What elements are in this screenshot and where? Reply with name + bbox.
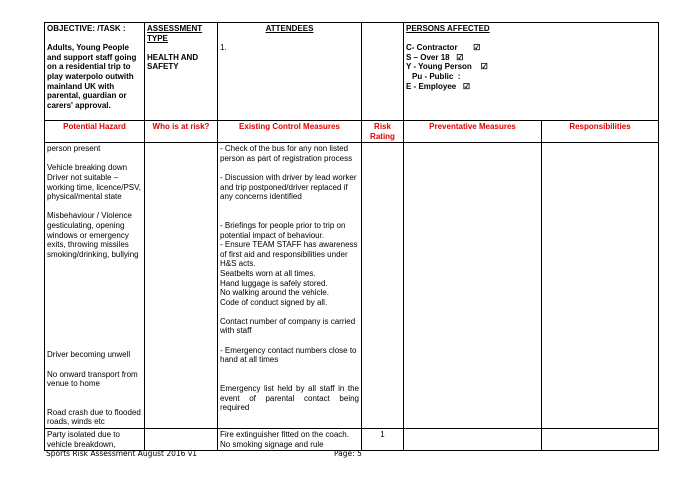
assessment-type-value: HEALTH AND SAFETY (147, 52, 199, 72)
hazard-cell (45, 429, 145, 451)
control-text: - Emergency contact numbers close to hand at all times (220, 345, 357, 365)
footer-document-title: Sports Risk Assessment August 2016 v1 (46, 449, 198, 458)
empty-header-cell (362, 23, 404, 121)
control-text: - Check of the bus for any non listed person as part of registration process (220, 144, 353, 163)
preventative-cell (404, 429, 542, 451)
control-cell (218, 429, 362, 451)
control-text: Hand luggage is safely stored. (220, 278, 328, 288)
col-responsibilities: Responsibilities (542, 121, 659, 143)
table-row (45, 429, 659, 451)
control-text: Seatbelts worn at all times. (220, 268, 316, 278)
col-who-at-risk: Who is at risk? (145, 121, 218, 143)
attendees-title: ATTENDEES (265, 24, 314, 33)
header-row (45, 23, 659, 121)
control-text: - Ensure TEAM STAFF has awareness of first aid and responsibilities under H&S acts. (220, 240, 358, 269)
attendees-cell (218, 23, 362, 121)
who-at-risk-cell (145, 429, 218, 451)
responsibilities-cell (542, 429, 659, 451)
hazard-text: No onward transport from venue to home (47, 369, 138, 389)
hazard-text: Misbehaviour / Violence gesticulating, opening windows or emergency exits, throwing missiles smoking/drinking, bullying (47, 211, 139, 259)
control-text: - Briefings for people prior to trip on potential impact of behaviour. (220, 220, 346, 240)
hazard-text: Driver not suitable – working time, licence/PSV, physical/mental state (47, 172, 141, 202)
assessment-type-title: ASSESSMENT TYPE (147, 24, 203, 43)
persons-affected-employee: E - Employee ☑ (406, 81, 471, 91)
hazard-text: Party isolated due to vehicle breakdown, (47, 430, 120, 449)
persons-affected-title: PERSONS AFFECTED (406, 24, 490, 33)
col-potential-hazard: Potential Hazard (45, 121, 145, 143)
assessment-type-cell (145, 23, 218, 121)
objective-title: OBJECTIVE: /TASK : (47, 24, 126, 33)
control-text: No walking around the vehicle. (220, 288, 329, 298)
hazard-cell (45, 143, 145, 429)
persons-affected-over18: S – Over 18 ☑ (406, 52, 464, 62)
persons-affected-cell (404, 23, 659, 121)
risk-rating-cell: 1 (362, 429, 404, 451)
control-text: Contact number of company is carried with staff (220, 316, 356, 336)
objective-text: Adults, Young People and support staff going on a residential trip to play waterpolo outwith mainland UK with parental, guardian or carers' approval. (47, 43, 137, 110)
risk-rating-cell (362, 143, 404, 429)
preventative-cell (404, 143, 542, 429)
column-header-row (45, 121, 659, 143)
col-existing-control: Existing Control Measures (218, 121, 362, 143)
hazard-text: Driver becoming unwell (47, 350, 131, 360)
control-text: - Discussion with driver by lead worker and trip postponed/driver replaced if any concerns identified (220, 172, 357, 202)
table-row (45, 143, 659, 429)
control-cell (218, 143, 362, 429)
persons-affected-contractor: C- Contractor ☑ (406, 43, 481, 53)
who-at-risk-cell (145, 143, 218, 429)
col-risk-rating: Risk Rating (362, 121, 404, 143)
responsibilities-cell (542, 143, 659, 429)
persons-affected-young-person: Y - Young Person ☑ (406, 62, 488, 72)
control-text: Emergency list held by all staff in the event of parental contact being required (220, 384, 359, 413)
hazard-text: Vehicle breaking down (47, 163, 128, 173)
objective-cell (45, 23, 145, 121)
attendees-value: 1. (220, 43, 227, 53)
footer-page-number: Page: 5 (334, 449, 362, 458)
risk-assessment-table (44, 22, 659, 451)
control-text: Code of conduct signed by all. (220, 297, 328, 307)
hazard-text: person present (47, 144, 101, 154)
hazard-text: Road crash due to flooded roads, winds etc (47, 407, 141, 427)
persons-affected-public: Pu - Public : (412, 71, 461, 81)
control-text: Fire extinguisher fitted on the coach. No smoking signage and rule (220, 430, 349, 449)
col-preventative: Preventative Measures (404, 121, 542, 143)
